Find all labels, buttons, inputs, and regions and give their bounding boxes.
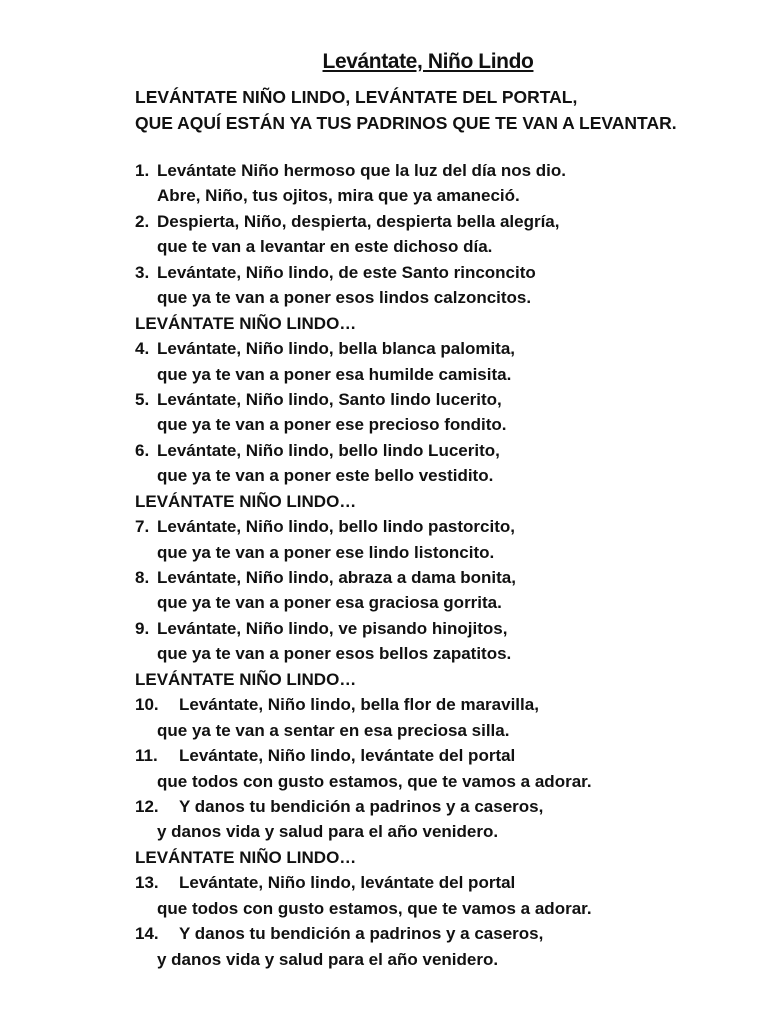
verse-text: Levántate, Niño lindo, bello lindo Lucerito, bbox=[157, 440, 500, 460]
verse-text: Levántate, Niño lindo, levántate del portal bbox=[179, 873, 516, 893]
verse-text: que te van a levantar en este dichoso día. bbox=[157, 237, 493, 257]
verse-line bbox=[135, 896, 592, 921]
song-title: Levántate, Niño Lindo bbox=[322, 50, 534, 73]
verse-text: Levántate, Niño lindo, bello lindo pastorcito, bbox=[157, 517, 515, 537]
refrain-line: LEVÁNTATE NIÑO LINDO… bbox=[135, 313, 357, 333]
verse-line-numbered bbox=[135, 616, 592, 641]
verse-number: 2. bbox=[135, 211, 150, 231]
verse-number: 4. bbox=[135, 339, 150, 359]
verse-text: y danos vida y salud para el año venidero. bbox=[157, 822, 499, 842]
verse-text: Levántate, Niño lindo, abraza a dama bonita, bbox=[157, 568, 516, 587]
chorus-line: LEVÁNTATE NIÑO LINDO, LEVÁNTATE DEL PORTAL, bbox=[135, 87, 578, 107]
verse-line bbox=[135, 718, 592, 743]
chorus-line: QUE AQUÍ ESTÁN YA TUS PADRINOS QUE TE VAN A LEVANTAR. bbox=[135, 112, 677, 133]
verse-number: 9. bbox=[135, 618, 150, 638]
verse-number: 8. bbox=[135, 568, 150, 587]
verse-line bbox=[135, 234, 592, 259]
verse-text: Levántate Niño hermoso que la luz del día nos dio. bbox=[157, 161, 567, 180]
verse-text: que ya te van a poner esa graciosa gorrita. bbox=[157, 593, 502, 613]
verse-text: Levántate, Niño lindo, de este Santo rinconcito bbox=[157, 262, 536, 282]
verse-number: 6. bbox=[135, 440, 150, 460]
verse-text: Levántate, Niño lindo, Santo lindo lucerito, bbox=[157, 389, 502, 409]
verse-line bbox=[135, 463, 592, 488]
verse-text: que ya te van a poner ese lindo listoncito. bbox=[157, 542, 495, 562]
verse-line-numbered bbox=[135, 336, 592, 361]
verse-line-numbered bbox=[135, 438, 592, 463]
verse-text: que ya te van a poner esos lindos calzoncitos. bbox=[157, 288, 532, 308]
verse-text: Levántate, Niño lindo, bella flor de maravilla, bbox=[179, 695, 539, 715]
verse-text: que ya te van a sentar en esa preciosa silla. bbox=[157, 720, 510, 740]
verse-number: 5. bbox=[135, 389, 150, 409]
verse-number: 12. bbox=[135, 796, 159, 816]
verse-line bbox=[135, 819, 592, 844]
verse-text: que ya te van a poner este bello vestidito. bbox=[157, 466, 494, 486]
verse-text: que ya te van a poner ese precioso fondito. bbox=[157, 415, 507, 435]
verse-line bbox=[135, 362, 592, 387]
verse-text: Despierta, Niño, despierta, despierta bella alegría, bbox=[157, 211, 560, 231]
verse-line-numbered bbox=[135, 921, 592, 946]
verse-line-numbered bbox=[135, 514, 592, 539]
verse-text: Y danos tu bendición a padrinos y a caseros, bbox=[179, 924, 544, 944]
verse-text: Y danos tu bendición a padrinos y a caseros, bbox=[179, 796, 544, 816]
verse-line-numbered bbox=[135, 565, 592, 590]
verse-number: 10. bbox=[135, 695, 159, 715]
verse-line-numbered bbox=[135, 794, 592, 819]
verse-line bbox=[135, 641, 592, 666]
verse-text: y danos vida y salud para el año venidero. bbox=[157, 949, 499, 969]
verse-line-numbered bbox=[135, 260, 592, 285]
verse-line-numbered bbox=[135, 870, 592, 895]
verse-number: 13. bbox=[135, 873, 159, 893]
verse-text: que todos con gusto estamos, que te vamos a adorar. bbox=[157, 771, 592, 791]
verse-line bbox=[135, 540, 592, 565]
verse-list bbox=[135, 158, 592, 972]
verse-text: que ya te van a poner esa humilde camisita. bbox=[157, 364, 512, 384]
verse-line-numbered bbox=[135, 387, 592, 412]
refrain-line: LEVÁNTATE NIÑO LINDO… bbox=[135, 669, 357, 689]
verse-line bbox=[135, 769, 592, 794]
verse-number: 3. bbox=[135, 262, 150, 282]
verse-line-numbered bbox=[135, 692, 592, 717]
verse-line bbox=[135, 285, 592, 310]
verse-number: 14. bbox=[135, 924, 159, 944]
refrain-line: LEVÁNTATE NIÑO LINDO… bbox=[135, 491, 357, 511]
verse-line bbox=[135, 183, 592, 208]
verse-text: Abre, Niño, tus ojitos, mira que ya amaneció. bbox=[157, 186, 520, 206]
refrain-line: LEVÁNTATE NIÑO LINDO… bbox=[135, 847, 357, 867]
verse-text: Levántate, Niño lindo, levántate del portal bbox=[179, 746, 516, 766]
verse-line-numbered bbox=[135, 158, 592, 183]
verse-text: que ya te van a poner esos bellos zapatitos. bbox=[157, 644, 512, 664]
verse-number: 1. bbox=[135, 161, 150, 180]
verse-line-numbered bbox=[135, 209, 592, 234]
verse-line bbox=[135, 590, 592, 615]
verse-text: que todos con gusto estamos, que te vamos a adorar. bbox=[157, 898, 592, 918]
verse-line-numbered bbox=[135, 743, 592, 768]
verse-line bbox=[135, 947, 592, 972]
verse-number: 7. bbox=[135, 517, 150, 537]
chorus-block bbox=[135, 85, 677, 136]
verse-text: Levántate, Niño lindo, bella blanca palomita, bbox=[157, 339, 516, 359]
verse-line bbox=[135, 412, 592, 437]
verse-number: 11. bbox=[135, 746, 158, 766]
verse-text: Levántate, Niño lindo, ve pisando hinojitos, bbox=[157, 618, 508, 638]
